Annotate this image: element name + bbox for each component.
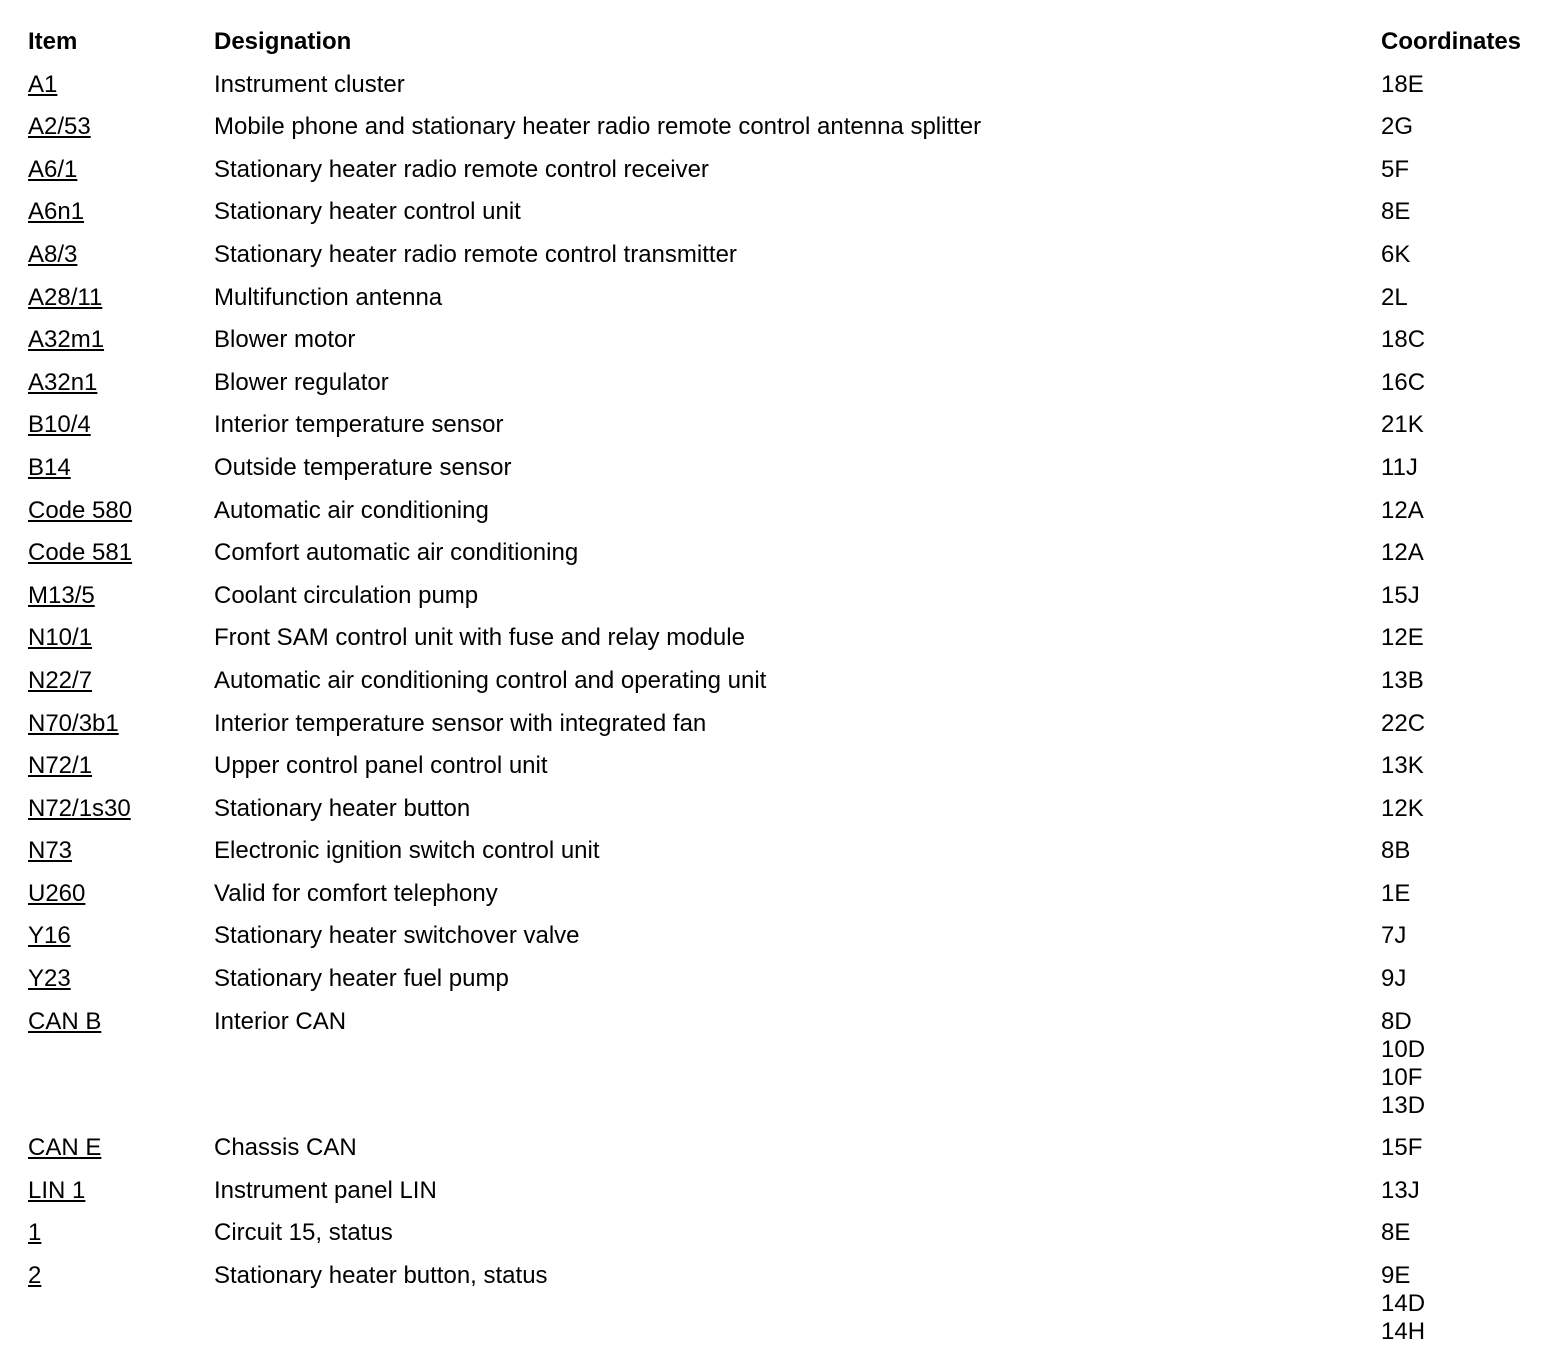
coordinate-value: 8D — [1381, 1007, 1412, 1035]
table-row — [28, 56, 1548, 99]
coordinates-cell — [1381, 284, 1548, 312]
item-cell — [28, 326, 214, 354]
designation-cell: Automatic air conditioning control and operating unit — [214, 666, 767, 694]
coordinate-value: 18C — [1381, 326, 1426, 354]
coordinates-cell — [1381, 241, 1548, 269]
coordinate-value: 13B — [1381, 666, 1424, 694]
coordinates-cell — [1381, 113, 1548, 141]
coordinate-value: 10F — [1381, 1063, 1423, 1091]
item-link[interactable]: N10/1 — [28, 624, 93, 652]
table-row — [28, 610, 1548, 653]
item-link[interactable]: 1 — [28, 1219, 42, 1247]
item-cell — [28, 922, 214, 950]
table-row — [28, 908, 1548, 951]
item-link[interactable]: N72/1s30 — [28, 794, 131, 822]
table-row — [28, 1247, 1548, 1346]
designation-cell: Outside temperature sensor — [214, 453, 512, 481]
coordinates-cell — [1381, 71, 1548, 99]
coordinates-cell — [1381, 1219, 1548, 1247]
table-row — [28, 993, 1548, 1120]
table-row — [28, 865, 1548, 908]
item-cell — [28, 1134, 214, 1162]
coordinate-value: 13J — [1381, 1176, 1420, 1204]
designation-cell: Stationary heater switchover valve — [214, 922, 580, 950]
coordinate-value: 5F — [1381, 155, 1410, 183]
item-link[interactable]: A8/3 — [28, 240, 78, 268]
item-cell — [28, 582, 214, 610]
coordinates-cell — [1381, 1177, 1548, 1205]
item-cell — [28, 284, 214, 312]
table-row — [28, 652, 1548, 695]
coordinate-value: 11J — [1381, 453, 1418, 481]
item-cell — [28, 454, 214, 482]
item-cell — [28, 539, 214, 567]
table-row — [28, 567, 1548, 610]
item-cell — [28, 752, 214, 780]
item-link[interactable]: 2 — [28, 1262, 42, 1290]
designation-cell: Instrument panel LIN — [214, 1176, 437, 1204]
designation-cell: Blower motor — [214, 326, 356, 354]
item-link[interactable]: A1 — [28, 70, 58, 98]
coordinates-cell — [1381, 156, 1548, 184]
table-row — [28, 141, 1548, 184]
coordinate-value: 9E — [1381, 1262, 1411, 1290]
table-row — [28, 823, 1548, 866]
designation-cell: Valid for comfort telephony — [214, 879, 498, 907]
coordinate-value: 8E — [1381, 198, 1411, 226]
coordinate-value: 8B — [1381, 837, 1411, 865]
table-row — [28, 439, 1548, 482]
coordinates-cell — [1381, 880, 1548, 908]
item-link[interactable]: CAN E — [28, 1134, 102, 1162]
coordinates-cell — [1381, 667, 1548, 695]
item-link[interactable]: A2/53 — [28, 113, 91, 141]
table-row — [28, 780, 1548, 823]
coordinates-cell — [1381, 1008, 1548, 1120]
coordinates-cell — [1381, 710, 1548, 738]
item-link[interactable]: Code 580 — [28, 496, 133, 524]
item-link[interactable]: Y16 — [28, 922, 71, 950]
designation-cell: Stationary heater fuel pump — [214, 965, 509, 993]
coordinate-value: 16C — [1381, 368, 1426, 396]
coordinate-value: 21K — [1381, 411, 1424, 439]
table-header — [28, 28, 1548, 56]
designation-cell: Comfort automatic air conditioning — [214, 539, 579, 567]
item-cell — [28, 241, 214, 269]
table-row — [28, 950, 1548, 993]
item-cell — [28, 837, 214, 865]
item-link[interactable]: B10/4 — [28, 411, 91, 439]
coordinates-cell — [1381, 1262, 1548, 1346]
coordinate-value: 15F — [1381, 1134, 1423, 1162]
designation-cell: Blower regulator — [214, 368, 389, 396]
item-cell — [28, 369, 214, 397]
coordinates-cell — [1381, 326, 1548, 354]
coordinates-cell — [1381, 539, 1548, 567]
table-row — [28, 1205, 1548, 1248]
header-coordinates: Coordinates — [1381, 28, 1522, 55]
item-link[interactable]: A32m1 — [28, 326, 105, 354]
coordinates-cell — [1381, 582, 1548, 610]
coordinate-value: 22C — [1381, 709, 1426, 737]
header-designation: Designation — [214, 28, 352, 55]
designation-cell: Stationary heater button — [214, 794, 471, 822]
designation-cell: Instrument cluster — [214, 70, 405, 98]
coordinates-cell — [1381, 454, 1548, 482]
coordinate-value: 15J — [1381, 581, 1420, 609]
item-cell — [28, 411, 214, 439]
table-row — [28, 99, 1548, 142]
table-row — [28, 226, 1548, 269]
designation-cell: Electronic ignition switch control unit — [214, 837, 600, 865]
coordinates-cell — [1381, 497, 1548, 525]
item-link[interactable]: A6n1 — [28, 198, 85, 226]
coordinates-cell — [1381, 411, 1548, 439]
item-cell — [28, 795, 214, 823]
table-row — [28, 482, 1548, 525]
coordinates-cell — [1381, 1134, 1548, 1162]
coordinate-value: 13K — [1381, 752, 1424, 780]
designation-cell: Circuit 15, status — [214, 1219, 393, 1247]
coordinate-value: 10D — [1381, 1035, 1426, 1063]
item-cell — [28, 667, 214, 695]
table-row — [28, 354, 1548, 397]
coordinate-value: 12A — [1381, 539, 1424, 567]
table-row — [28, 695, 1548, 738]
coordinates-cell — [1381, 837, 1548, 865]
item-cell — [28, 1219, 214, 1247]
legend-table — [28, 28, 1548, 1346]
designation-cell: Upper control panel control unit — [214, 752, 548, 780]
coordinate-value: 12E — [1381, 624, 1424, 652]
item-cell — [28, 113, 214, 141]
item-cell — [28, 624, 214, 652]
coordinate-value: 14D — [1381, 1290, 1426, 1318]
item-cell — [28, 710, 214, 738]
designation-cell: Mobile phone and stationary heater radio remote control antenna splitter — [214, 113, 982, 141]
coordinates-cell — [1381, 795, 1548, 823]
item-link[interactable]: U260 — [28, 879, 86, 907]
header-item: Item — [28, 28, 78, 55]
table-row — [28, 269, 1548, 312]
item-link[interactable]: N72/1 — [28, 752, 93, 780]
item-cell — [28, 156, 214, 184]
coordinates-cell — [1381, 369, 1548, 397]
item-cell — [28, 198, 214, 226]
coordinate-value: 12A — [1381, 496, 1424, 524]
designation-cell: Front SAM control unit with fuse and relay module — [214, 624, 745, 652]
item-link[interactable]: M13/5 — [28, 581, 95, 609]
item-link[interactable]: CAN B — [28, 1007, 102, 1035]
item-cell — [28, 965, 214, 993]
coordinates-cell — [1381, 624, 1548, 652]
coordinate-value: 13D — [1381, 1091, 1426, 1119]
table-row — [28, 312, 1548, 355]
table-row — [28, 1162, 1548, 1205]
coordinate-value: 1E — [1381, 879, 1411, 907]
coordinates-cell — [1381, 922, 1548, 950]
coordinate-value: 2L — [1381, 283, 1408, 311]
item-link[interactable]: A32n1 — [28, 368, 98, 396]
designation-cell: Interior temperature sensor — [214, 411, 504, 439]
item-cell — [28, 1262, 214, 1290]
designation-cell: Stationary heater radio remote control transmitter — [214, 240, 737, 268]
item-cell — [28, 497, 214, 525]
coordinate-value: 14H — [1381, 1318, 1426, 1346]
designation-cell: Multifunction antenna — [214, 283, 443, 311]
designation-cell: Interior temperature sensor with integrated fan — [214, 709, 707, 737]
coordinate-value: 8E — [1381, 1219, 1411, 1247]
table-row — [28, 184, 1548, 227]
item-link[interactable]: LIN 1 — [28, 1176, 86, 1204]
table-row — [28, 397, 1548, 440]
table-body — [28, 56, 1548, 1346]
item-cell — [28, 1177, 214, 1205]
coordinate-value: 6K — [1381, 240, 1411, 268]
item-link[interactable]: A6/1 — [28, 155, 78, 183]
coordinate-value: 18E — [1381, 70, 1424, 98]
item-link[interactable]: A28/11 — [28, 283, 103, 311]
item-link[interactable]: N70/3b1 — [28, 709, 119, 737]
item-link[interactable]: Y23 — [28, 965, 71, 993]
item-link[interactable]: N22/7 — [28, 666, 93, 694]
item-link[interactable]: B14 — [28, 453, 71, 481]
designation-cell: Interior CAN — [214, 1007, 347, 1035]
coordinate-value: 7J — [1381, 922, 1407, 950]
coordinates-cell — [1381, 752, 1548, 780]
coordinate-value: 9J — [1381, 965, 1407, 993]
item-link[interactable]: N73 — [28, 837, 73, 865]
designation-cell: Stationary heater control unit — [214, 198, 521, 226]
designation-cell: Stationary heater radio remote control receiver — [214, 155, 709, 183]
item-link[interactable]: Code 581 — [28, 539, 133, 567]
designation-cell: Chassis CAN — [214, 1134, 357, 1162]
table-row — [28, 525, 1548, 568]
table-row — [28, 1120, 1548, 1163]
coordinates-cell — [1381, 965, 1548, 993]
item-cell — [28, 1008, 214, 1036]
coordinate-value: 2G — [1381, 113, 1414, 141]
designation-cell: Automatic air conditioning — [214, 496, 489, 524]
coordinates-cell — [1381, 198, 1548, 226]
designation-cell: Coolant circulation pump — [214, 581, 479, 609]
item-cell — [28, 880, 214, 908]
item-cell — [28, 71, 214, 99]
table-row — [28, 738, 1548, 781]
coordinate-value: 12K — [1381, 794, 1424, 822]
designation-cell: Stationary heater button, status — [214, 1262, 548, 1290]
